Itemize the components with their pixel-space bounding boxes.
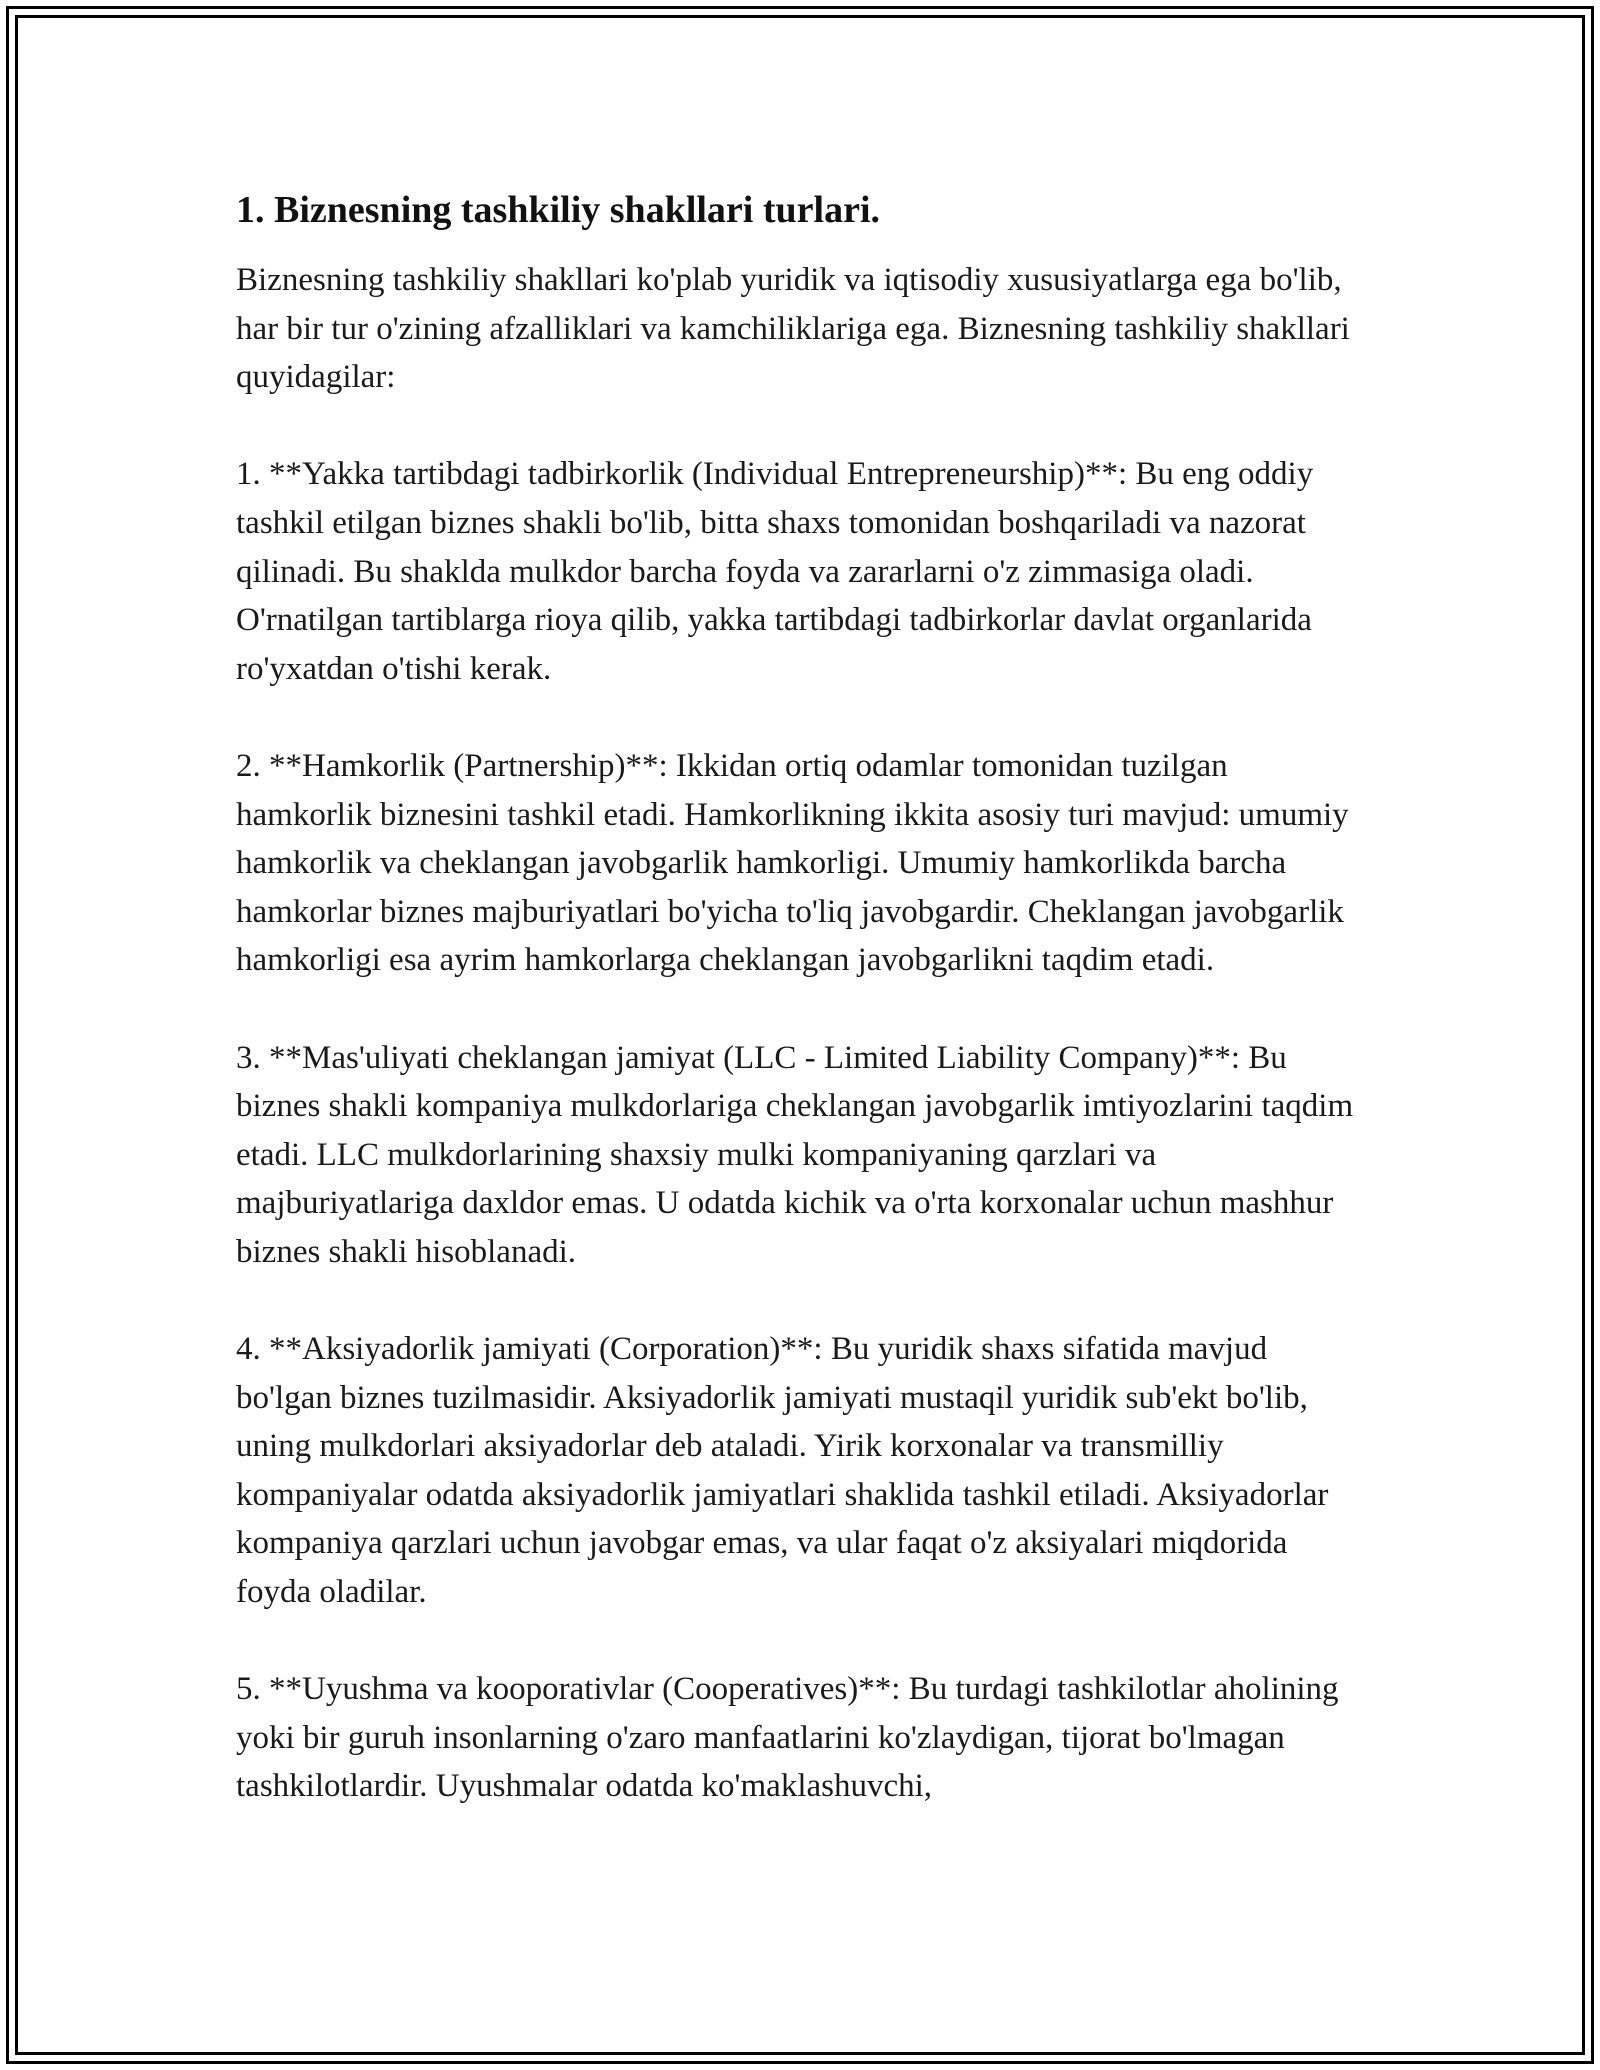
document-title: 1. Biznesning tashkiliy shakllari turlari.: [236, 189, 880, 231]
paragraph-llc: 3. **Mas'uliyati cheklangan jamiyat (LLC - Limited Liability Company)**: Bu biznes shakli kompaniya mulkdorlariga cheklangan javobgarlik imtiyozlarini taqdim etadi. LLC mulkdorlarining shaxsiy mulki kompaniyaning qarzlari va majburiyatlariga daxldor emas. U odatda kichik va o'rta korxonalar uchun mashhur biznes shakli hisoblanadi.: [236, 1039, 1354, 1270]
paragraph-partnership: 2. **Hamkorlik (Partnership)**: Ikkidan ortiq odamlar tomonidan tuzilgan hamkorlik biznesini tashkil etadi. Hamkorlikning ikkita asosiy turi mavjud: umumiy hamkorlik va cheklangan javobgarlik hamkorligi. Umumiy hamkorlikda barcha hamkorlar biznes majburiyatlari bo'yicha to'liq javobgardir. Cheklangan javobgarlik hamkorligi esa ayrim hamkorlarga cheklangan javobgarlikni taqdim etadi.: [236, 747, 1349, 979]
paragraph-corporation: 4. **Aksiyadorlik jamiyati (Corporation)**: Bu yuridik shaxs sifatida mavjud bo'lgan biznes tuzilmasidir. Aksiyadorlik jamiyati mustaqil yuridik sub'ekt bo'lib, uning mulkdorlari aksiyadorlar deb ataladi. Yirik korxonalar va transmilliy kompaniyalar odatda aksiyadorlik jamiyatlari shaklida tashkil etiladi. Aksiyadorlar kompaniya qarzlari uchun javobgar emas, va ular faqat o'z aksiyalari miqdorida foyda oladilar.: [236, 1331, 1329, 1611]
intro-paragraph: Biznesning tashkiliy shakllari ko'plab yuridik va iqtisodiy xususiyatlarga ega bo'lib, har bir tur o'zining afzalliklari va kamchiliklariga ega. Biznesning tashkiliy shakllari quyidagilar:: [236, 262, 1350, 396]
paragraph-cooperatives: 5. **Uyushma va kooporativlar (Cooperatives)**: Bu turdagi tashkilotlar aholining yoki bir guruh insonlarning o'zaro manfaatlarini ko'zlaydigan, tijorat bo'lmagan tashkilotlardir. Uyushmalar odatda ko'maklashuvchi,: [236, 1671, 1339, 1805]
document-body: [236, 186, 1366, 1811]
paragraph-individual-entrepreneurship: 1. **Yakka tartibdagi tadbirkorlik (Individual Entrepreneurship)**: Bu eng oddiy tashkil etilgan biznes shakli bo'lib, bitta shaxs tomonidan boshqariladi va nazorat qilinadi. Bu shaklda mulkdor barcha foyda va zararlarni o'z zimmasiga oladi. O'rnatilgan tartiblarga rioya qilib, yakka tartibdagi tadbirkorlar davlat organlarida ro'yxatdan o'tishi kerak.: [236, 456, 1314, 687]
